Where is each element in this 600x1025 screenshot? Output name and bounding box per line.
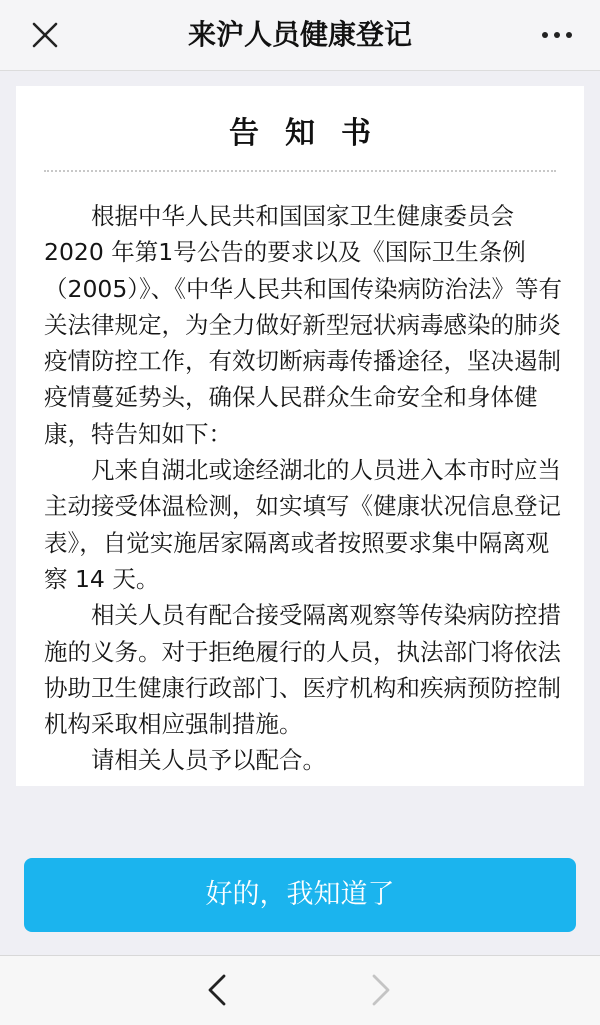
chevron-right-icon (358, 968, 402, 1012)
close-button[interactable] (20, 14, 68, 56)
browser-bottom-bar (0, 955, 600, 1025)
acknowledge-button[interactable]: 好的，我知道了 (24, 858, 576, 932)
more-options-button[interactable] (532, 14, 582, 56)
forward-button[interactable] (358, 968, 402, 1012)
chevron-left-icon (196, 968, 240, 1012)
page-title: 来沪人员健康登记 (187, 18, 412, 51)
notice-paragraph: 根据中华人民共和国国家卫生健康委员会2020 年第1号公告的要求以及《国际卫生条例（2005）》、《中华人民共和国传染病防治法》等有关法律规定，为全力做好新型冠状病毒感染的肺炎疫情防控工作，有效切断病毒传播途径，坚决遏制疫情蔓延势头，确保人民群众生命安全和身体健康，特告知如下： (44, 202, 563, 448)
notice-card (16, 86, 584, 786)
notice-body (44, 198, 564, 779)
notice-paragraph: 相关人员有配合接受隔离观察等传染病防控措施的义务。对于拒绝履行的人员，执法部门将依法协助卫生健康行政部门、医疗机构和疾病预防控制机构采取相应强制措施。 (44, 601, 561, 739)
top-navigation-bar (0, 0, 600, 71)
close-icon (20, 14, 68, 56)
notice-paragraph: 凡来自湖北或途经湖北的人员进入本市时应当主动接受体温检测，如实填写《健康状况信息登记表》，自觉实施居家隔离或者按照要求集中隔离观察 14 天。 (44, 456, 561, 593)
notice-title: 告知书 (229, 116, 397, 151)
back-button[interactable] (196, 968, 240, 1012)
more-icon (532, 14, 582, 56)
title-divider (44, 170, 556, 172)
notice-paragraph: 请相关人员予以配合。 (91, 746, 326, 775)
